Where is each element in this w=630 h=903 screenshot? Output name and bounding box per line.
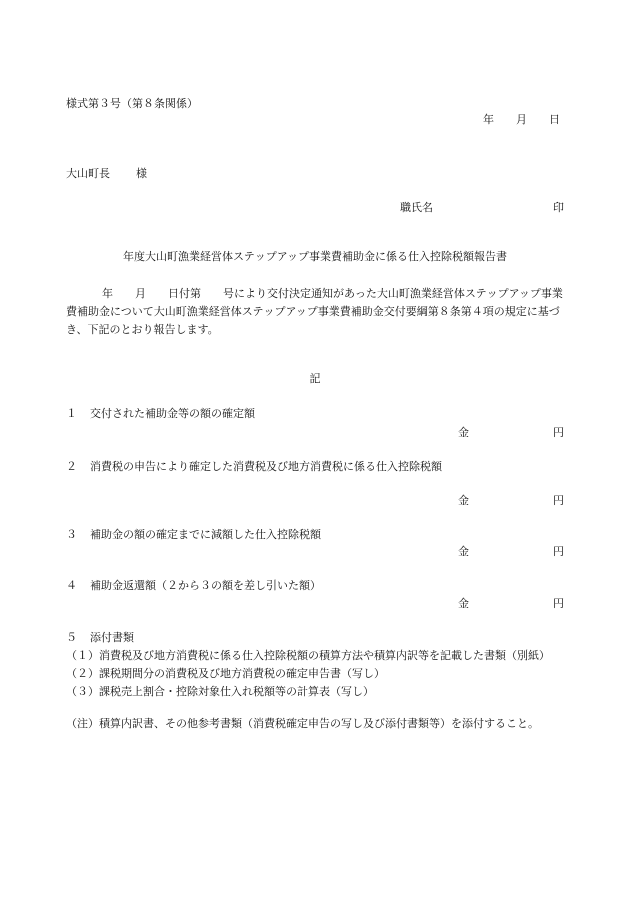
intro-month: 月 bbox=[135, 287, 146, 300]
item-2-number: ２ bbox=[66, 460, 77, 473]
item-4-amount bbox=[458, 598, 564, 609]
intro-body: 号により交付決定通知があった大山町漁業経営体ステップアップ事業費補助金について大山町漁業経営体ステップアップ事業費補助金交付要綱第８条第４項の規定に基づき、下記のとおり報告します。 bbox=[66, 287, 563, 336]
item-1-en: 円 bbox=[553, 426, 564, 439]
attachment-item-3: （３）課税売上割合・控除対象仕入れ税額等の計算表（写し） bbox=[66, 685, 374, 698]
item-4-kin: 金 bbox=[458, 597, 469, 610]
item-4-en: 円 bbox=[553, 597, 564, 610]
attachments-label: 添付書類 bbox=[90, 631, 134, 644]
item-4-number: ４ bbox=[66, 579, 77, 592]
item-2-kin: 金 bbox=[458, 494, 469, 507]
item-1-number: １ bbox=[66, 407, 77, 420]
form-number: 様式第３号（第８条関係） bbox=[66, 97, 198, 110]
item-3-number: ３ bbox=[66, 528, 77, 541]
item-2-label: 消費税の申告により確定した消費税及び地方消費税に係る仕入控除税額 bbox=[90, 460, 442, 473]
attachments-heading bbox=[66, 632, 134, 643]
intro-date-no: 日付第 bbox=[168, 287, 201, 300]
addressee-honorific: 様 bbox=[136, 167, 147, 180]
addressee-name: 大山町長 bbox=[66, 167, 110, 180]
item-2 bbox=[66, 461, 442, 472]
seal-mark: 印 bbox=[553, 201, 564, 214]
date-day: 日 bbox=[549, 113, 560, 126]
date-year: 年 bbox=[483, 113, 494, 126]
ki-heading: 記 bbox=[309, 372, 321, 385]
item-1-label: 交付された補助金等の額の確定額 bbox=[90, 407, 255, 420]
intro-paragraph bbox=[66, 285, 566, 339]
item-3-label: 補助金の額の確定までに減額した仕入控除税額 bbox=[90, 528, 321, 541]
addressee bbox=[66, 168, 147, 179]
item-1-amount bbox=[458, 427, 564, 438]
item-1 bbox=[66, 408, 255, 419]
intro-year: 年 bbox=[102, 287, 113, 300]
item-3 bbox=[66, 529, 321, 540]
applicant-label: 職氏名 bbox=[400, 201, 433, 214]
date-month: 月 bbox=[516, 113, 527, 126]
attachments-number: ５ bbox=[66, 631, 77, 644]
item-3-amount bbox=[458, 546, 564, 557]
attachment-item-2: （２）課税期間分の消費税及び地方消費税の確定申告書（写し） bbox=[66, 667, 385, 680]
date-line bbox=[483, 114, 560, 125]
document-title: 年度大山町漁業経営体ステップアップ事業費補助金に係る仕入控除税額報告書 bbox=[122, 250, 507, 263]
item-3-en: 円 bbox=[553, 545, 564, 558]
item-4-label: 補助金返還額（２から３の額を差し引いた額） bbox=[90, 579, 321, 592]
item-2-amount bbox=[458, 495, 564, 506]
item-1-kin: 金 bbox=[458, 426, 469, 439]
attachment-item-1: （１）消費税及び地方消費税に係る仕入控除税額の積算方法や積算内訳等を記載した書類（別紙） bbox=[66, 649, 550, 662]
item-2-en: 円 bbox=[553, 494, 564, 507]
item-4 bbox=[66, 580, 321, 591]
footnote: （注）積算内訳書、その他参考書類（消費税確定申告の写し及び添付書類等）を添付すること。 bbox=[66, 717, 539, 730]
item-3-kin: 金 bbox=[458, 545, 469, 558]
